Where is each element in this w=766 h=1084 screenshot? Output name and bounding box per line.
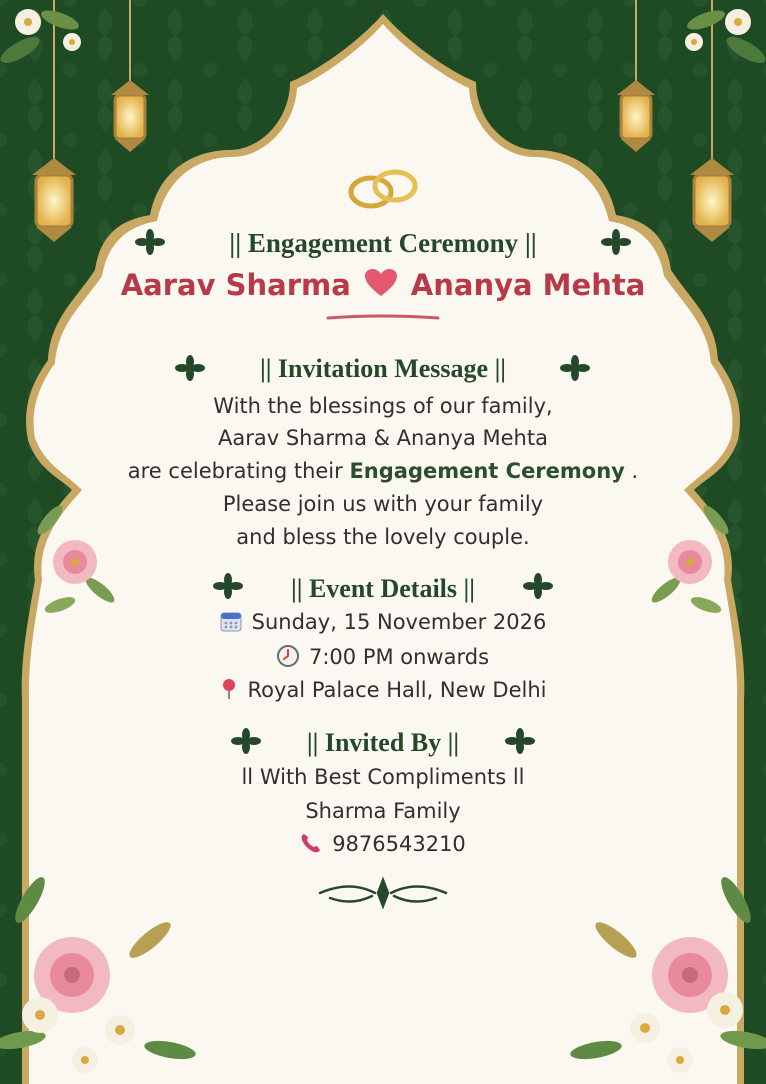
bride-name: Ananya Mehta [410,268,646,302]
invitation-line-3 [0,459,766,483]
clock-icon [277,645,299,672]
event-time [0,645,766,672]
invitation-highlight: Engagement Ceremony [349,459,625,483]
pin-icon [220,678,238,705]
phone-icon [300,832,322,859]
invitation-line-3-prefix: are celebrating their [127,459,350,483]
event-date [0,610,766,637]
event-venue-text: Royal Palace Hall, New Delhi [247,678,547,702]
invitation-line-4: Please join us with your family [222,492,544,516]
event-time-text: 7:00 PM onwards [308,645,490,669]
event-date-text: Sunday, 15 November 2026 [251,610,547,634]
calendar-icon [220,610,242,637]
phone-line [0,832,766,859]
invitation-line-1: With the blessings of our family, [213,394,553,418]
event-title: || Event Details || [291,574,475,603]
engagement-title: || Engagement Ceremony || [229,228,537,258]
phone-number: 9876543210 [332,832,466,856]
invitation-line-3-suffix: . [624,459,639,483]
compliments-line: ll With Best Compliments ll [241,765,525,789]
invitation-line-5: and bless the lovely couple. [236,525,530,549]
heart-icon [365,269,397,304]
invitation-title: || Invitation Message || [259,354,507,383]
groom-name: Aarav Sharma [120,268,351,302]
couple-names [0,268,766,304]
invited-by-title: || Invited By || [306,728,460,757]
family-name: Sharma Family [305,799,461,823]
invitation-line-2: Aarav Sharma & Ananya Mehta [218,426,548,450]
event-venue [0,678,766,705]
